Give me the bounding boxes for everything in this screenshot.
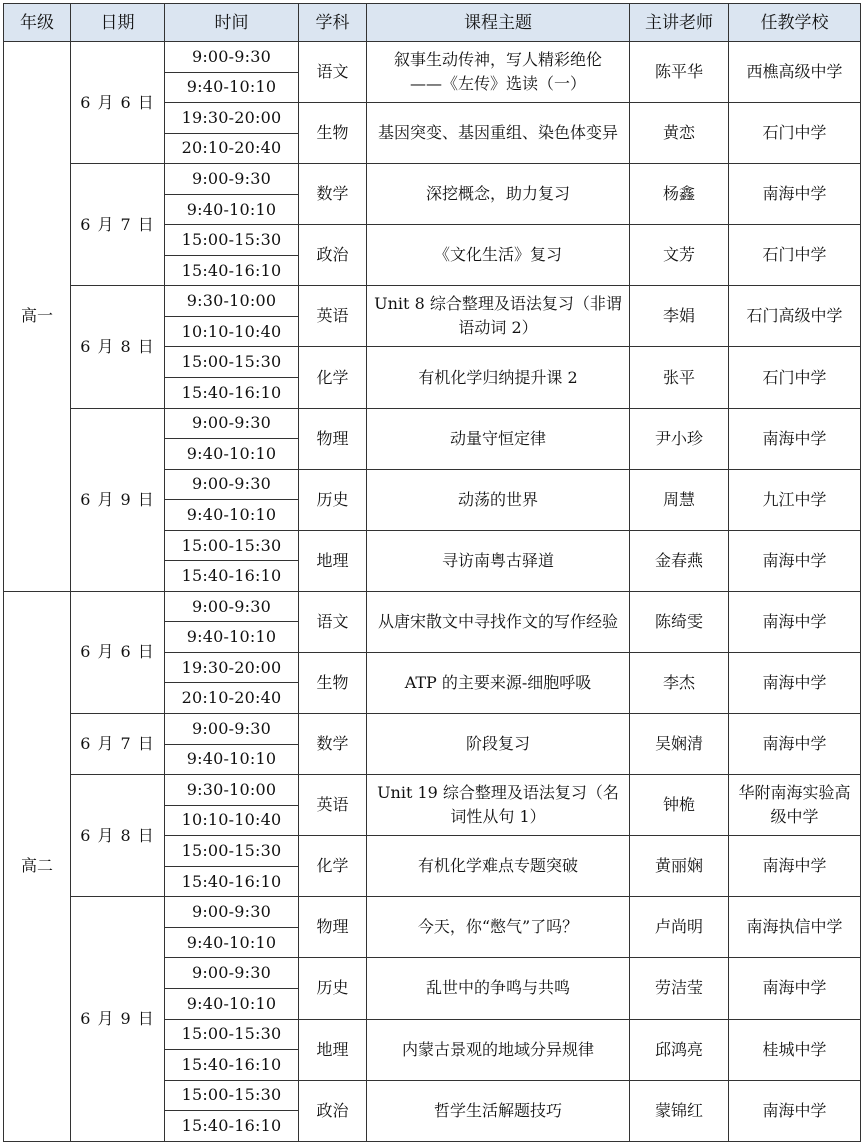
subject-cell: 化学 xyxy=(299,836,367,897)
date-cell: 6 月 9 日 xyxy=(71,408,165,591)
time-cell: 9:00-9:30 xyxy=(165,408,299,439)
time-cell: 15:40-16:10 xyxy=(165,1050,299,1081)
teacher-cell: 金春燕 xyxy=(630,530,729,591)
date-cell: 6 月 6 日 xyxy=(71,42,165,164)
teacher-cell: 周慧 xyxy=(630,469,729,530)
time-cell: 9:00-9:30 xyxy=(165,958,299,989)
topic-cell: 动荡的世界 xyxy=(367,469,630,530)
time-cell: 9:00-9:30 xyxy=(165,714,299,745)
subject-cell: 历史 xyxy=(299,958,367,1019)
time-cell: 9:00-9:30 xyxy=(165,164,299,195)
school-cell: 南海中学 xyxy=(729,652,861,713)
school-cell: 西樵高级中学 xyxy=(729,42,861,103)
subject-cell: 物理 xyxy=(299,897,367,958)
time-cell: 15:40-16:10 xyxy=(165,255,299,286)
time-cell: 9:40-10:10 xyxy=(165,927,299,958)
school-cell: 石门中学 xyxy=(729,347,861,408)
teacher-cell: 蒙锦红 xyxy=(630,1080,729,1141)
teacher-cell: 尹小珍 xyxy=(630,408,729,469)
date-cell: 6 月 6 日 xyxy=(71,591,165,713)
time-cell: 15:40-16:10 xyxy=(165,561,299,592)
topic-cell: 《文化生活》复习 xyxy=(367,225,630,286)
school-cell: 南海中学 xyxy=(729,836,861,897)
subject-cell: 英语 xyxy=(299,286,367,347)
subject-cell: 英语 xyxy=(299,775,367,836)
topic-cell: 乱世中的争鸣与共鸣 xyxy=(367,958,630,1019)
school-cell: 南海中学 xyxy=(729,1080,861,1141)
table-row xyxy=(4,897,861,928)
topic-cell: 深挖概念，助力复习 xyxy=(367,164,630,225)
header-date: 日期 xyxy=(71,4,165,42)
topic-cell: 有机化学难点专题突破 xyxy=(367,836,630,897)
topic-cell: 动量守恒定律 xyxy=(367,408,630,469)
time-cell: 9:30-10:00 xyxy=(165,286,299,317)
table-row xyxy=(4,42,861,73)
teacher-cell: 卢尚明 xyxy=(630,897,729,958)
time-cell: 9:40-10:10 xyxy=(165,500,299,531)
schedule-table xyxy=(3,3,861,1142)
school-cell: 桂城中学 xyxy=(729,1019,861,1080)
time-cell: 9:00-9:30 xyxy=(165,897,299,928)
subject-cell: 语文 xyxy=(299,42,367,103)
school-cell: 南海中学 xyxy=(729,530,861,591)
table-row xyxy=(4,286,861,317)
date-cell: 6 月 7 日 xyxy=(71,714,165,775)
time-cell: 19:30-20:00 xyxy=(165,652,299,683)
time-cell: 9:00-9:30 xyxy=(165,591,299,622)
subject-cell: 化学 xyxy=(299,347,367,408)
table-row xyxy=(4,591,861,622)
time-cell: 15:00-15:30 xyxy=(165,1019,299,1050)
time-cell: 20:10-20:40 xyxy=(165,133,299,164)
time-cell: 15:00-15:30 xyxy=(165,1080,299,1111)
school-cell: 石门高级中学 xyxy=(729,286,861,347)
teacher-cell: 吴娴清 xyxy=(630,714,729,775)
topic-cell: 基因突变、基因重组、染色体变异 xyxy=(367,103,630,164)
teacher-cell: 杨鑫 xyxy=(630,164,729,225)
school-cell: 南海中学 xyxy=(729,958,861,1019)
school-cell: 南海中学 xyxy=(729,408,861,469)
subject-cell: 政治 xyxy=(299,225,367,286)
header-row xyxy=(4,4,861,42)
school-cell: 南海中学 xyxy=(729,591,861,652)
teacher-cell: 陈绮雯 xyxy=(630,591,729,652)
table-row xyxy=(4,714,861,745)
subject-cell: 数学 xyxy=(299,164,367,225)
teacher-cell: 李杰 xyxy=(630,652,729,713)
time-cell: 19:30-20:00 xyxy=(165,103,299,134)
topic-cell: ATP 的主要来源-细胞呼吸 xyxy=(367,652,630,713)
school-cell: 石门中学 xyxy=(729,103,861,164)
date-cell: 6 月 8 日 xyxy=(71,775,165,897)
time-cell: 9:00-9:30 xyxy=(165,42,299,73)
table-row xyxy=(4,164,861,195)
school-cell: 华附南海实验高级中学 xyxy=(729,775,861,836)
topic-cell: 阶段复习 xyxy=(367,714,630,775)
time-cell: 15:00-15:30 xyxy=(165,836,299,867)
teacher-cell: 张平 xyxy=(630,347,729,408)
teacher-cell: 钟桅 xyxy=(630,775,729,836)
time-cell: 9:40-10:10 xyxy=(165,72,299,103)
subject-cell: 语文 xyxy=(299,591,367,652)
topic-cell: 叙事生动传神，写人精彩绝伦 ——《左传》选读（一） xyxy=(367,42,630,103)
table-row xyxy=(4,775,861,806)
school-cell: 南海执信中学 xyxy=(729,897,861,958)
teacher-cell: 邱鸿亮 xyxy=(630,1019,729,1080)
subject-cell: 物理 xyxy=(299,408,367,469)
subject-cell: 生物 xyxy=(299,103,367,164)
topic-cell: 寻访南粤古驿道 xyxy=(367,530,630,591)
school-cell: 南海中学 xyxy=(729,164,861,225)
time-cell: 9:00-9:30 xyxy=(165,469,299,500)
header-school: 任教学校 xyxy=(729,4,861,42)
subject-cell: 地理 xyxy=(299,1019,367,1080)
time-cell: 10:10-10:40 xyxy=(165,316,299,347)
school-cell: 南海中学 xyxy=(729,714,861,775)
schedule-body xyxy=(4,42,861,1142)
topic-cell: Unit 8 综合整理及语法复习（非谓语动词 2） xyxy=(367,286,630,347)
date-cell: 6 月 9 日 xyxy=(71,897,165,1142)
time-cell: 9:40-10:10 xyxy=(165,744,299,775)
header-subject: 学科 xyxy=(299,4,367,42)
topic-cell: 今天，你“憋气”了吗？ xyxy=(367,897,630,958)
time-cell: 9:40-10:10 xyxy=(165,622,299,653)
subject-cell: 地理 xyxy=(299,530,367,591)
time-cell: 9:30-10:00 xyxy=(165,775,299,806)
time-cell: 15:40-16:10 xyxy=(165,378,299,409)
time-cell: 9:40-10:10 xyxy=(165,439,299,470)
header-topic: 课程主题 xyxy=(367,4,630,42)
header-time: 时间 xyxy=(165,4,299,42)
topic-cell: 有机化学归纳提升课 2 xyxy=(367,347,630,408)
teacher-cell: 陈平华 xyxy=(630,42,729,103)
time-cell: 15:40-16:10 xyxy=(165,866,299,897)
subject-cell: 生物 xyxy=(299,652,367,713)
topic-cell: Unit 19 综合整理及语法复习（名词性从句 1） xyxy=(367,775,630,836)
header-grade: 年级 xyxy=(4,4,71,42)
teacher-cell: 文芳 xyxy=(630,225,729,286)
time-cell: 9:40-10:10 xyxy=(165,194,299,225)
subject-cell: 政治 xyxy=(299,1080,367,1141)
school-cell: 石门中学 xyxy=(729,225,861,286)
time-cell: 15:40-16:10 xyxy=(165,1111,299,1142)
table-row xyxy=(4,408,861,439)
time-cell: 15:00-15:30 xyxy=(165,530,299,561)
subject-cell: 历史 xyxy=(299,469,367,530)
teacher-cell: 黄恋 xyxy=(630,103,729,164)
grade-cell: 高二 xyxy=(4,591,71,1141)
time-cell: 15:00-15:30 xyxy=(165,225,299,256)
teacher-cell: 黄丽娴 xyxy=(630,836,729,897)
date-cell: 6 月 8 日 xyxy=(71,286,165,408)
topic-cell: 从唐宋散文中寻找作文的写作经验 xyxy=(367,591,630,652)
time-cell: 15:00-15:30 xyxy=(165,347,299,378)
date-cell: 6 月 7 日 xyxy=(71,164,165,286)
subject-cell: 数学 xyxy=(299,714,367,775)
teacher-cell: 劳洁莹 xyxy=(630,958,729,1019)
time-cell: 9:40-10:10 xyxy=(165,988,299,1019)
time-cell: 10:10-10:40 xyxy=(165,805,299,836)
header-teacher: 主讲老师 xyxy=(630,4,729,42)
topic-cell: 哲学生活解题技巧 xyxy=(367,1080,630,1141)
topic-cell: 内蒙古景观的地域分异规律 xyxy=(367,1019,630,1080)
school-cell: 九江中学 xyxy=(729,469,861,530)
grade-cell: 高一 xyxy=(4,42,71,592)
time-cell: 20:10-20:40 xyxy=(165,683,299,714)
teacher-cell: 李娟 xyxy=(630,286,729,347)
